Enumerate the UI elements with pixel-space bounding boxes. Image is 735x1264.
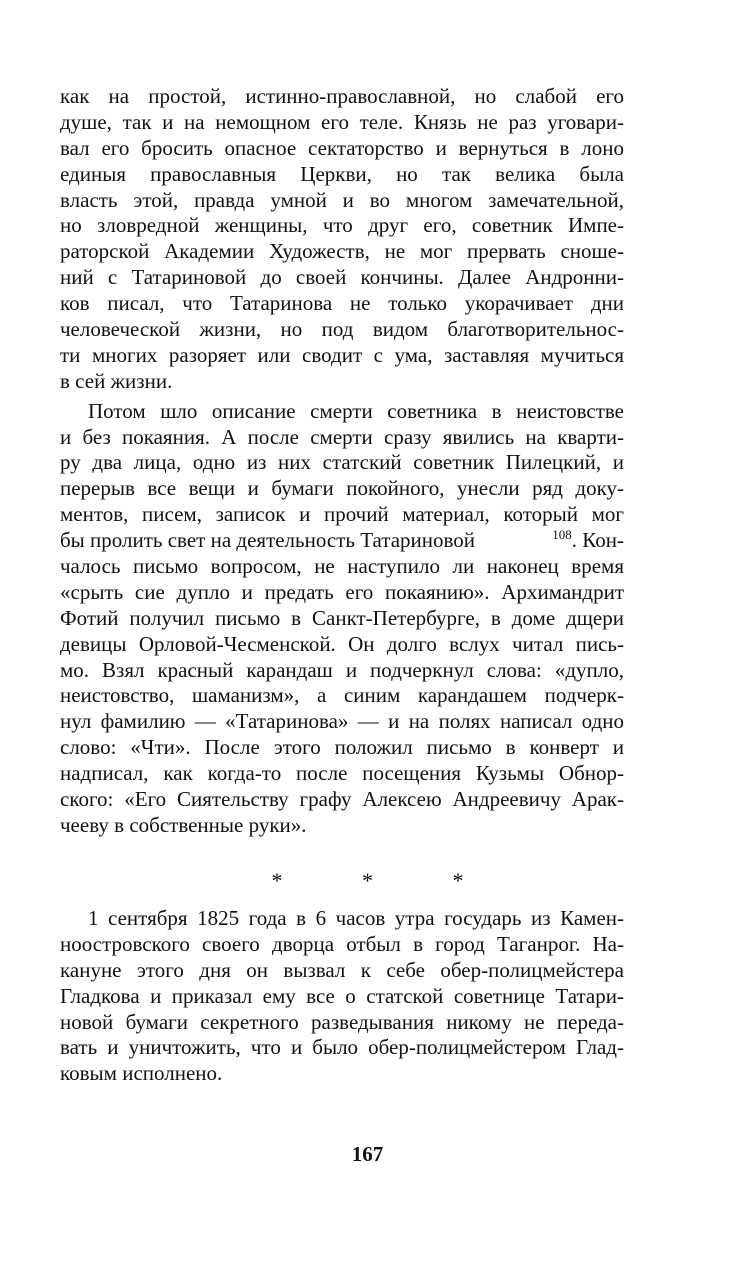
text-fragment: бы пролить свет на деятельность Татариновой [60, 528, 476, 553]
text-line: как на простой, истинно-православной, но слабой его [60, 84, 624, 108]
text-line: но зловредной женщины, что друг его, советник Импе- [60, 213, 624, 238]
text-line: новой бумаги секретного разведывания никому не переда- [60, 1009, 624, 1034]
text-line: «срыть сие дупло и предать его покаянию». Архимандрит [60, 579, 624, 604]
text-line: 1 сентября 1825 года в 6 часов утра государь из Камен- [88, 906, 624, 930]
text-line: человеческой жизни, но под видом благотворительнос- [60, 317, 624, 342]
text-line: душе, так и на немощном его теле. Князь не раз уговари- [60, 109, 624, 134]
text-line: девицы Орловой-Чесменской. Он долго вслух читал пись- [60, 631, 624, 656]
text-line: неистовство, шаманизм», а синим карандашем подчерк- [60, 683, 624, 708]
text-line: кануне этого дня он вызвал к себе обер-полицмейстера [60, 957, 624, 982]
text-line: ков писал, что Татаринова не только укорачивает дни [60, 291, 624, 316]
text-line: перерыв все вещи и бумаги покойного, унесли ряд доку- [60, 476, 624, 501]
text-line: чееву в собственные руки». [60, 812, 307, 837]
text-line: в сей жизни. [60, 368, 173, 393]
text-line: вал его бросить опасное сектаторство и вернуться в лоно [60, 135, 624, 160]
text-line: нул фамилию — «Татаринова» — и на полях написал одно [60, 709, 624, 734]
asterisk: * [362, 868, 373, 893]
text-line: ноостровского своего дворца отбыл в город Таганрог. На- [60, 931, 624, 956]
text-line: власть этой, правда умной и во многом замечательной, [60, 187, 624, 212]
section-separator [0, 868, 735, 894]
text-line: и без покаяния. А после смерти сразу явились на кварти- [60, 424, 624, 449]
asterisk: * [271, 868, 283, 893]
text-line: единыя православныя Церкви, но так велика была [60, 161, 624, 186]
text-line: чалось письмо вопросом, не наступило ли наконец время [60, 554, 624, 579]
text-line: ского: «Его Сиятельству графу Алексею Андреевичу Арак- [60, 787, 624, 812]
text-line: мо. Взял красный карандаш и подчеркнул слова: «дупло, [60, 657, 624, 682]
text-line: Фотий получил письмо в Санкт-Петербурге, в доме дщери [60, 605, 624, 630]
footnote-reference: 108 [552, 527, 572, 543]
asterisk: * [452, 868, 464, 893]
paragraph-3 [60, 906, 624, 1087]
text-line: ний с Татариновой до своей кончины. Далее Андронни- [60, 265, 624, 290]
text-line-with-footnote [60, 528, 624, 554]
footnote-group [552, 528, 624, 554]
text-line: Потом шло описание смерти советника в неистовстве [88, 398, 624, 423]
text-line: раторской Академии Художеств, не мог прервать сноше- [60, 239, 624, 264]
text-line: Гладкова и приказал ему все о статской советнице Татари- [60, 983, 624, 1008]
text-line: вать и уничтожить, что и было обер-полицмейстером Глад- [60, 1035, 624, 1060]
paragraph-1 [60, 84, 624, 395]
text-line: ру два лица, одно из них статский советник Пилецкий, и [60, 450, 624, 475]
page-number: 167 [351, 1142, 384, 1166]
text-block [60, 84, 624, 843]
text-line: слово: «Чти». После этого положил письмо в конверт и [60, 735, 624, 760]
text-line: надписал, как когда-то после посещения Кузьмы Обнор- [60, 761, 624, 786]
text-line: ковым исполнено. [60, 1061, 223, 1086]
text-line: ти многих разоряет или сводит с ума, заставляя мучиться [60, 342, 624, 367]
text-fragment: . Кон- [571, 528, 624, 553]
text-line: ментов, писем, записок и прочий материал, который мог [60, 502, 624, 527]
paragraph-2 [60, 399, 624, 839]
